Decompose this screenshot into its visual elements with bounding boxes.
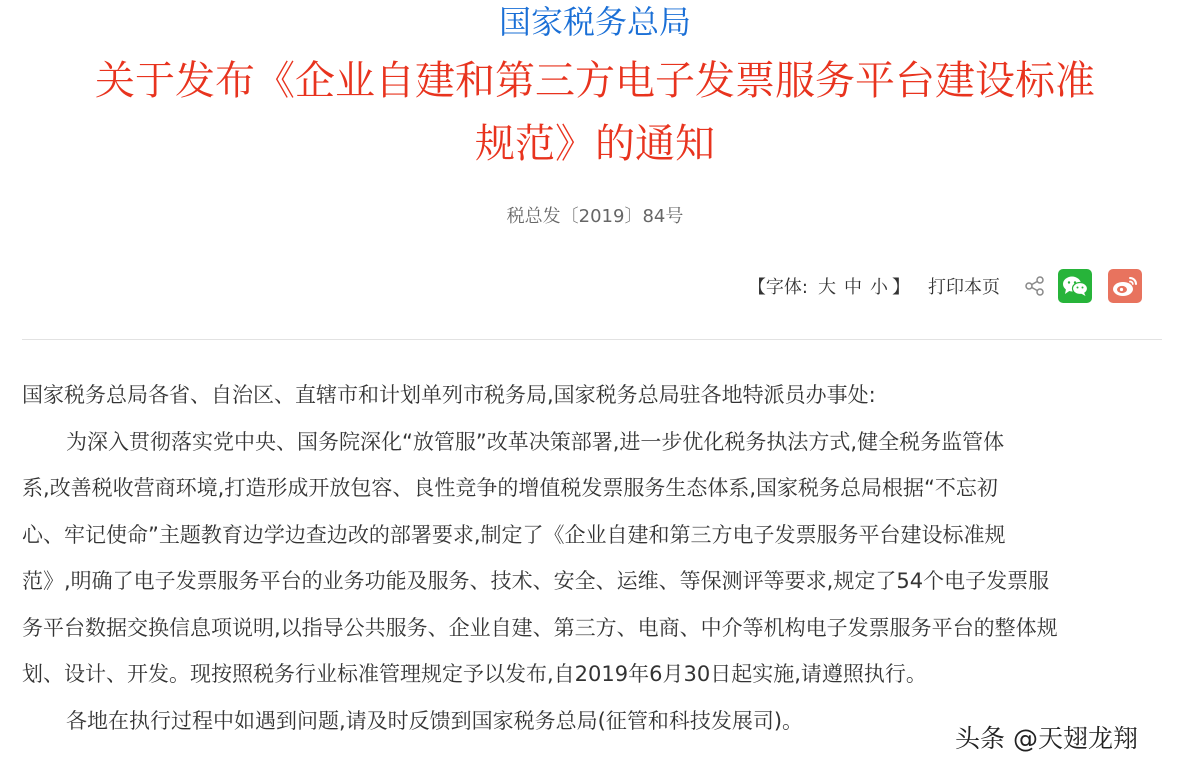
content-divider	[22, 339, 1162, 340]
font-size-medium-button[interactable]: 中	[844, 277, 862, 298]
title-line-1: 关于发布《企业自建和第三方电子发票服务平台建设标准	[95, 58, 1095, 104]
paragraph-line: 心、牢记使命”主题教育边学边查边改的部署要求,制定了《企业自建和第三方电子发票服务平台建设标准规	[22, 522, 1006, 547]
weibo-icon[interactable]	[1108, 269, 1142, 303]
document-number: 税总发〔2019〕84号	[506, 206, 684, 227]
salutation	[22, 372, 1167, 419]
article-body	[22, 372, 1167, 744]
paragraph-line: 系,改善税收营商环境,打造形成开放包容、良性竞争的增值税发票服务生态体系,国家税务总局根据“不忘初	[22, 476, 998, 500]
paragraph-1	[22, 419, 1167, 698]
font-size-label: 【字体:	[747, 277, 808, 298]
font-size-large-button[interactable]: 大	[818, 277, 836, 298]
share-icon[interactable]	[1024, 275, 1046, 297]
paragraph-line: 各地在执行过程中如遇到问题,请及时反馈到国家税务总局(征管和科技发展司)。	[66, 708, 804, 733]
paragraph-line: 务平台数据交换信息项说明,以指导公共服务、企业自建、第三方、电商、中介等机构电子发票服务平台的整体规	[22, 615, 1058, 640]
wechat-icon[interactable]	[1058, 269, 1092, 303]
font-size-small-button[interactable]: 小	[870, 277, 888, 298]
print-page-link[interactable]: 打印本页	[928, 277, 1000, 298]
page-title	[70, 50, 1120, 176]
paragraph-line: 为深入贯彻落实党中央、国务院深化“放管服”改革决策部署,进一步优化税务执法方式,健全税务监管体	[66, 429, 1005, 454]
source-agency: 国家税务总局	[498, 3, 691, 41]
watermark: 头条 @天翅龙翔	[955, 724, 1138, 753]
article-toolbar	[748, 264, 1142, 308]
salutation-line: 国家税务总局各省、自治区、直辖市和计划单列市税务局,国家税务总局驻各地特派员办事处:	[22, 383, 876, 407]
paragraph-line: 划、设计、开发。现按照税务行业标准管理规定予以发布,自2019年6月30日起实施,请遵照执行。	[22, 662, 927, 686]
paragraph-line: 范》,明确了电子发票服务平台的业务功能及服务、技术、安全、运维、等保测评等要求,规定了54个电子发票服	[22, 569, 1050, 593]
title-line-2: 规范》的通知	[475, 121, 715, 167]
font-size-label-close: 】	[892, 277, 910, 298]
